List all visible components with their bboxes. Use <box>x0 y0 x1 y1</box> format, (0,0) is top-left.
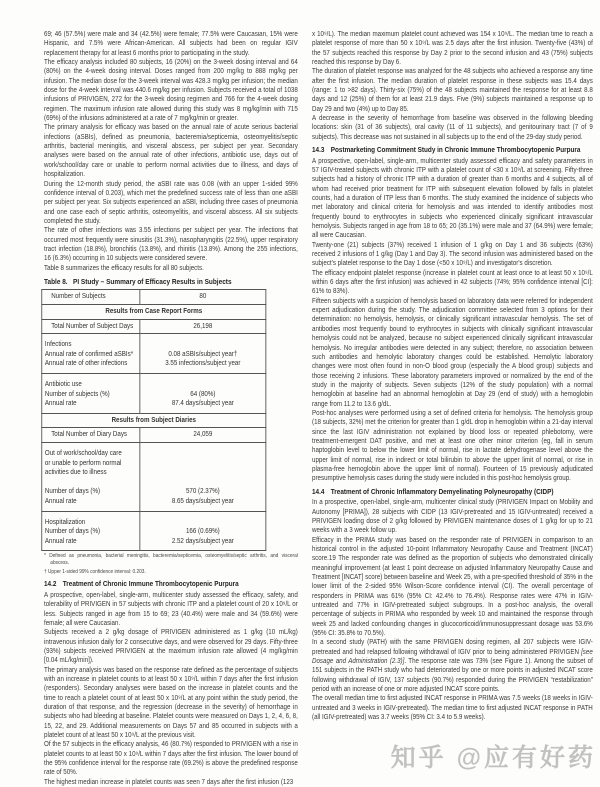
table-row <box>42 442 266 511</box>
section-heading-14-3 <box>312 146 593 156</box>
left-column <box>44 30 298 787</box>
paragraph: A prospective, open-label, single-arm, multicenter study assessed efficacy and safety parameters in 57 IGIV-treated subjects with chronic ITP with a platelet count of <30 x 10⁹/L at screening. Fifty-three subjects had a history of chronic ITP with a duration of greater than 6 months and 4 subjects, all of whom had received prior treatment for ITP with subsequent elevation followed by falls in platelet counts, had a duration of ITP less than 6 months. The study examined the incidence of subjects who met laboratory and clinical criteria for hemolysis and was intended to identify antibodies most frequently bound to erythrocytes in subjects who experienced clinically significant intravascular hemolysis. Subjects ranged in age from 18 to 65; 20 (35.1%) were male and 37 (64.9%) were female; all were Caucasian. <box>312 157 593 240</box>
table-cell-value: 80 <box>140 290 266 305</box>
right-column <box>312 30 593 722</box>
table-cell-value: 166 (0.69%) 2.52 days/subject year <box>140 511 266 551</box>
table-cell-label: Antibiotic use Number of subjects (%) Annual rate <box>42 374 140 414</box>
table-cell-value: 0.08 aSBIs/subject year† 3.55 infections/subject year <box>140 334 266 374</box>
paragraph: Post-hoc analyses were performed using a set of defined criteria for hemolysis. The hemolysis group (18 subjects, 32%) met the criterion for greater than 1 g/dL drop in hemoglobin within a 21-day interval since the last IGIV administration not explained by blood loss or repeated phlebotomy, were treatment-emergent DAT positive, and met at least one other minor criterion (eg, fall in serum haptoglobin level to below the lower limit of normal, rise in lactate dehydrogenase level above the upper limit of normal, rise in indirect or total bilirubin to above the upper limit of normal, or rise in plasma-free hemoglobin above the upper limit of normal). Fourteen of 15 previously adjudicated presumptive hemolysis cases during the study were included in this post-hoc hemolysis group. <box>312 409 593 483</box>
table-section-header: Results from Subject Diaries <box>42 413 266 428</box>
table-cell-label: Infections Annual rate of confirmed aSBIs* Annual rate of other infections <box>42 334 140 374</box>
left-column-text <box>44 30 298 787</box>
table-row <box>42 374 266 414</box>
section-title: Treatment of Chronic Immune Thrombocytopenic Purpura <box>62 580 239 589</box>
paragraph: The efficacy analysis included 80 subjects, 16 (20%) on the 3-week dosing interval and 64 (80%) on the 4-week dosing interval. Doses ranged from 200 mg/kg to 888 mg/kg per infusion. The median dose for the 3-week interval was 428.3 mg/kg per infusion; the median dose for the 4-week interval was 440.6 mg/kg per infusion. Subjects received a total of 1038 infusions of PRIVIGEN, 272 for the 3-week dosing regimen and 766 for the 4-week dosing regimen. The maximum infusion rate allowed during this study was 8 mg/kg/min with 715 (69%) of the infusions administered at a rate of 7 mg/kg/min or greater. <box>44 59 298 123</box>
paragraph: A decrease in the severity of hemorrhage from baseline was observed in the following bleeding locations: skin (31 of 36 subjects), oral cavity (11 of 11 subjects), and genitourinary tract (7 of 9 subjects). This decrease was not sustained in all subjects up to the end of the 29-day study period. <box>312 115 593 141</box>
section-heading-14-4 <box>312 488 593 498</box>
paragraph: Of the 57 subjects in the efficacy analysis, 46 (80.7%) responded to PRIVIGEN with a rise in platelet counts to at least 50 x 10⁹/L within 7 days after the first infusion. The lower bound of the 95% confidence interval for the response rate (69.2%) is above the predefined response rate of 50%. <box>44 741 298 777</box>
table-row <box>42 319 266 334</box>
table-cell-value: 26,198 <box>140 319 266 334</box>
table-footnote: † Upper 1-sided 99% confidence interval: 0.203. <box>44 569 146 576</box>
paragraph <box>312 638 593 694</box>
paragraph: The rate of other infections was 3.55 infections per subject per year. The infections that occurred most frequently were sinusitis (31.3%), nasopharyngitis (22.5%), upper respiratory tract infection (18.8%), bronchitis (13.8%), and rhinitis (13.8%). Among the 255 infections, 16 (6.3%) occurring in 10 subjects were considered severe. <box>44 227 298 263</box>
table-cell-label: Total Number of Subject Days <box>42 319 140 334</box>
paragraph: The efficacy endpoint platelet response (increase in platelet count at least once to at least 50 x 10⁹/L within 6 days after the first infusion) was achieved in 42 subjects (74%; 95% confidence interval [CI]: 61% to 83%). <box>312 269 593 296</box>
paragraph: The primary analysis for efficacy was based on the annual rate of acute serious bacterial infections (aSBIs), defined as pneumonia, bacteremia/septicemia, osteomyelitis/septic arthritis, bacterial meningitis, and visceral abscess, per subject per year. Secondary analyses were based on the annual rate of other infections, antibiotic use, days out of work/school/day care or unable to perform normal activities due to illness, and days of hospitalization. <box>44 124 298 179</box>
section-title: Treatment of Chronic Inflammatory Demyelinating Polyneuropathy (CIDP) <box>330 487 554 496</box>
paragraph: Efficacy in the PRIMA study was based on the responder rate of PRIVIGEN in comparison to an historical control in the adjusted 10-point Inflammatory Neuropathy Cause and Treatment (INCAT) score.19 The responder rate was defined as the proportion of subjects who demonstrated clinically meaningful improvement (at least 1 point decrease on adjusted Inflammatory Neuropathy Cause and Treatment [INCAT] score) between baseline and Week 25, with a pre-specified threshold of 35% in the lower limit of the 2-sided 95% Wilson-Score confidence interval (CI). The overall percentage of responders in PRIMA was 61% (95% CI: 42.4% to 76.4%). Response rates were 47% in IGIV-untreated and 77% in IGIV-pretreated subject subgroups. In a post-hoc analysis, the overall percentage of subjects in PRIMA who responded by week 10 and maintained the response through week 25 and lacked confounding changes in glucocorticoid/immunosuppressant dosage was 53.6% (95% CI: 35.8% to 70.5%). <box>312 536 593 637</box>
table-cell-value: 24,059 <box>140 428 266 443</box>
table8-title-label: Table 8. <box>44 276 68 286</box>
table-row <box>42 428 266 443</box>
table-cell-value: 570 (2.37%) 8.65 days/subject year <box>140 442 266 511</box>
section-heading-14-2 <box>44 580 298 590</box>
paragraph: The duration of platelet response was analyzed for the 48 subjects who achieved a response any time after the first infusion. The median duration of platelet response in these subjects was 15.4 days (range: 1 to >82 days). Thirty-six (75%) of the 48 subjects maintained the response for at least 8.8 days and 12 (25%) of them for at least 21.9 days. Five (9%) subjects maintained a response up to Day 29 and two (4%) up to Day 85. <box>312 68 593 113</box>
table-cell-label: Out of work/school/day care or unable to perform normal activities due to illness Number of days (%) Annual rate <box>42 442 140 511</box>
paragraph: Twenty-one (21) subjects (37%) received 1 infusion of 1 g/kg on Day 1 and 36 subjects (63%) received 2 infusions of 1 g/kg (Day 1 and Day 3). The second infusion was administered based on the subject's platelet response to the Day 1 dose (<50 x 10⁹/L) and investigator's discretion. <box>312 241 593 268</box>
cross-reference-italic: [see Dosage and Administration (2.3)] <box>312 648 593 665</box>
section-number: 14.3 <box>312 146 325 155</box>
table-cell-label: Total Number of Diary Days <box>42 428 140 443</box>
paragraph: x 10⁹/L). The median maximum platelet count achieved was 154 x 10⁹/L. The median time to reach a platelet response of more than 50 x 10⁹/L was 2.5 days after the first infusion. Twenty-five (43%) of the 57 subjects reached this response by Day 2 prior to the second infusion and 43 (75%) subjects reached this response by Day 6. <box>312 31 593 67</box>
table-cell-label: Number of Subjects <box>42 290 140 305</box>
watermark: 知乎 @应有好药 <box>390 744 596 772</box>
paragraph: The primary analysis was based on the response rate defined as the percentage of subjects with an increase in platelet counts to at least 50 x 10⁹/L within 7 days after the first infusion (responders). Secondary analyses were based on the increase in platelet counts and the time to reach a platelet count of at least 50 x 10⁹/L at any point within the study period, the duration of that response, and the regression (decrease in the severity) of hemorrhage in subjects who had bleeding at baseline. Platelet counts were measured on Days 1, 2, 4, 6, 8, 15, 22, and 29. Additional measurements on Days 57 and 85 occurred in subjects with a platelet count of at least 50 x 10⁹/L at the previous visit. <box>44 666 298 739</box>
paragraph-text: . The response rate was 73% (see Figure 1). Among the subset of 151 subjects in the PATH study who had deteriorated by one or more points in adjusted INCAT score following withdrawal of IGIV, 137 subjects (90.7%) responded during the PRIVIGEN “restabilization” period with an increase of one or more adjusted INCAT score points. <box>312 658 593 694</box>
paragraph: Fifteen subjects with a suspicion of hemolysis based on laboratory data were referred for independent expert adjudication during the study. The adjudication committee selected from 3 options for their determination: no hemolysis, hemolysis, or clinically significant intravascular hemolysis. The set of antibodies most frequently bound to erythrocytes in subjects with clinically significant intravascular hemolysis could not be analyzed, because no subject experienced clinically significant intravascular hemolysis. No irregular antibodies were detected in any subject; therefore, no association between such antibodies and hemolytic laboratory changes could be established. Hemolytic laboratory changes were most often found in non-O blood group (especially the A blood group) subjects and those receiving 2 infusions. These laboratory parameters improved or normalized by the end of the study in the majority of subjects. Seven subjects (12% of the study population) with a normal hemoglobin at baseline had an abnormal hemoglobin at Day 29 (end of study) with a hemoglobin range from 11.2 to 13.6 g/dL. <box>312 297 593 408</box>
paragraph: Subjects received a 2 g/kg dosage of PRIVIGEN administered as 1 g/kg (10 mL/kg) intravenous infusion daily for 2 consecutive days, and were observed for 29 days. Fifty-three (93%) subjects received PRIVIGEN at the maximum infusion rate allowed (4 mg/kg/min [0.04 mL/kg/min]). <box>44 629 298 665</box>
table8-title <box>44 277 298 287</box>
paragraph-text: In a second study (PATH) with the same PRIVIGEN dosing regimen, all 207 subjects were IGIV-pretreated and had relapsed following withdrawal of IGIV prior to being administered PRIVIGEN <box>312 639 593 656</box>
table-section-row <box>42 305 266 320</box>
table8-title-text: PI Study – Summary of Efficacy Results in Subjects <box>73 276 232 286</box>
table-cell-value: 64 (80%) 87.4 days/subject year <box>140 374 266 414</box>
right-column-text <box>312 30 593 722</box>
table-row <box>42 334 266 374</box>
paragraph: During the 12-month study period, the aSBI rate was 0.08 (with an upper 1-sided 99% confidence interval of 0.203), which met the predefined success rate of less than one aSBI per subject per year. Six subjects experienced an aSBI, including three cases of pneumonia and one case each of septic arthritis, osteomyelitis, and visceral abscess. All six subjects completed the study. <box>44 180 298 225</box>
paragraph: 69; 46 (57.5%) were male and 34 (42.5%) were female; 77.5% were Caucasian, 15% were Hispanic, and 7.5% were African-American. All subjects had been on regular IGIV replacement therapy for at least 6 months prior to participating in the study. <box>44 31 298 57</box>
table-cell-label: Hospitalization Number of days (%) Annual rate <box>42 511 140 551</box>
paragraph: The overall median time to first adjusted INCAT response in PRIMA was 7.5 weeks (18 weeks in IGIV-untreated and 3 weeks in IGIV-pretreated). The median time to first adjusted INCAT response in PATH (all IGIV-pretreated) was 3.7 weeks (95% CI: 3.4 to 5.9 weeks). <box>312 695 593 722</box>
table-footnote: * Defined as pneumonia, bacterial meningitis, bacteremia/septicemia, osteomyelitis/septic arthritis, and visceral abscess. <box>44 553 298 567</box>
paragraph: Table 8 summarizes the efficacy results for all 80 subjects. <box>44 264 204 272</box>
paragraph: In a prospective, open-label, single-arm, multicenter clinical study (PRIVIGEN Impact on Mobility and Autonomy [PRIMA]), 28 subjects with CIDP (13 IGIV-pretreated and 15 IGIV-untreated) received a PRIVIGEN loading dose of 2 g/kg followed by PRIVIGEN maintenance doses of 1 g/kg for up to 21 weeks with a 3 week follow up. <box>312 499 593 535</box>
table-section-header: Results from Case Report Forms <box>42 305 266 320</box>
efficacy-results-table <box>41 289 266 551</box>
paragraph: A prospective, open-label, single-arm, multicenter study assessed the efficacy, safety, and tolerability of PRIVIGEN in 57 subjects with chronic ITP and a platelet count of 20 x 10⁹/L or less. Subjects ranged in age from 15 to 69; 23 (40.4%) were male and 34 (59.6%) were female; all were Caucasian. <box>44 591 298 627</box>
table-row <box>42 511 266 551</box>
section-number: 14.2 <box>44 580 57 589</box>
section-title: Postmarketing Commitment Study in Chronic Immune Thrombocytopenic Purpura <box>330 146 581 155</box>
paragraph: The highest median increase in platelet counts was seen 7 days after the first infusion (123 <box>44 778 294 786</box>
section-number: 14.4 <box>312 487 325 496</box>
table-row <box>42 290 266 305</box>
table-section-row <box>42 413 266 428</box>
